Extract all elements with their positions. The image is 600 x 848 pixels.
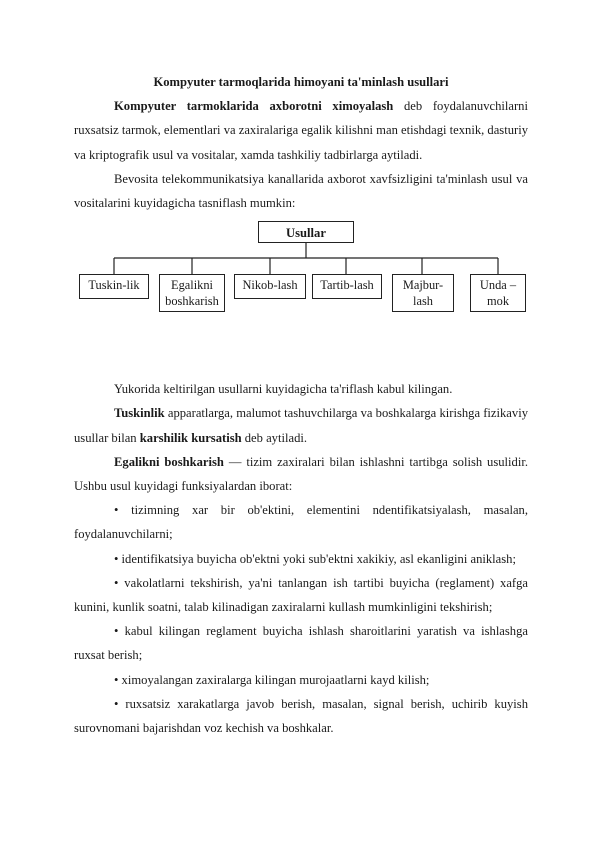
egalikni-paragraph [74, 450, 528, 498]
bullet-item-5: • ximoyalangan zaxiralarga kilingan murojaatlarni kayd kilish; [114, 672, 430, 687]
methods-diagram [74, 221, 528, 333]
egalikni-term: Egalikni boshkarish [114, 454, 224, 469]
classification-paragraph: Bevosita telekommunikatsiya kanallarida axborot xavfsizligini ta'minlash usul va vositalarini kuyidagicha tasniflash mumkin: [74, 171, 528, 211]
diagram-box-majburlash [392, 274, 454, 312]
bullet-item-1: • tizimning xar bir ob'ektini, elementini ndentifikatsiyalash, masalan, foydalanuvchilarni; [74, 503, 528, 542]
tuskinlik-text-2: deb aytiladi. [241, 430, 308, 445]
intro-paragraph [74, 94, 528, 167]
document-title: Kompyuter tarmoqlarida himoyani ta'minlash usullari [153, 75, 449, 89]
diagram-box-label: Tuskin-lik [88, 278, 140, 293]
diagram-box-label: Unda – [479, 278, 517, 293]
bullet-item-4: • kabul kilingan reglament buyicha ishlash sharoitlarini yaratish va ishlashga ruxsat berish; [74, 624, 528, 663]
diagram-box-label-2: lash [413, 294, 433, 309]
diagram-box-undamok [470, 274, 526, 312]
tuskinlik-term: Tuskinlik [114, 406, 165, 421]
bullet-item-6: • ruxsatsiz xarakatlarga javob berish, masalan, signal berish, uchirib kuyish surovnomani bajarishdan voz kechish va boshkalar. [74, 696, 528, 736]
tuskinlik-text-1: apparatlarga, malumot tashuvchilarga va boshkalarga kirishga fizikaviy usullar bilan [74, 406, 528, 445]
diagram-box-tartiblash [312, 274, 382, 299]
bullet-item-3: • vakolatlarni tekshirish, ya'ni tanlangan ish tartibi buyicha (reglament) xafga kunini, kunlik soatni, talab kilinadigan zaxiralarni kullash mumkinligini tekshirish; [74, 575, 528, 615]
diagram-box-label: Nikob-lash [242, 278, 298, 293]
diagram-box-nikoblash [234, 274, 306, 299]
diagram-box-label-2: boshkarish [165, 294, 219, 309]
intro-text: deb foydalanuvchilarni ruxsatsiz tarmok, elementlari va zaxiralariga egalik kilishni man etishdagi texnik, dasturiy va kriptografik usul va vositalar, xamda tashkiliy tadbirlarga aytiladi. [74, 99, 528, 162]
document-page [74, 70, 528, 740]
diagram-box-tuskinlik [79, 274, 149, 299]
bullet-item-2: • identifikatsiya buyicha ob'ektni yoki sub'ektni xakikiy, asl ekanligini aniklash; [114, 551, 516, 566]
egalikni-text: — tizim zaxiralari bilan ishlashni tartibga solish usulidir. Ushbu usul kuyidagi funksiyalardan iborat: [74, 454, 528, 494]
intro-bold-term: Kompyuter tarmoklarida axborotni ximoyalash [114, 99, 394, 114]
diagram-box-egalikni-boshkarish [159, 274, 225, 312]
diagram-root-box: Usullar [258, 221, 354, 243]
diagram-box-label-2: mok [486, 294, 510, 309]
diagram-box-label: Tartib-lash [320, 278, 374, 293]
definitions-intro-paragraph: Yukorida keltirilgan usullarni kuyidagicha ta'riflash kabul kilingan. [114, 382, 453, 397]
karshilik-term: karshilik kursatish [139, 430, 242, 445]
diagram-box-label: Majbur- [402, 278, 444, 293]
diagram-box-label: Egalikni [171, 278, 213, 293]
tuskinlik-paragraph [74, 401, 528, 449]
